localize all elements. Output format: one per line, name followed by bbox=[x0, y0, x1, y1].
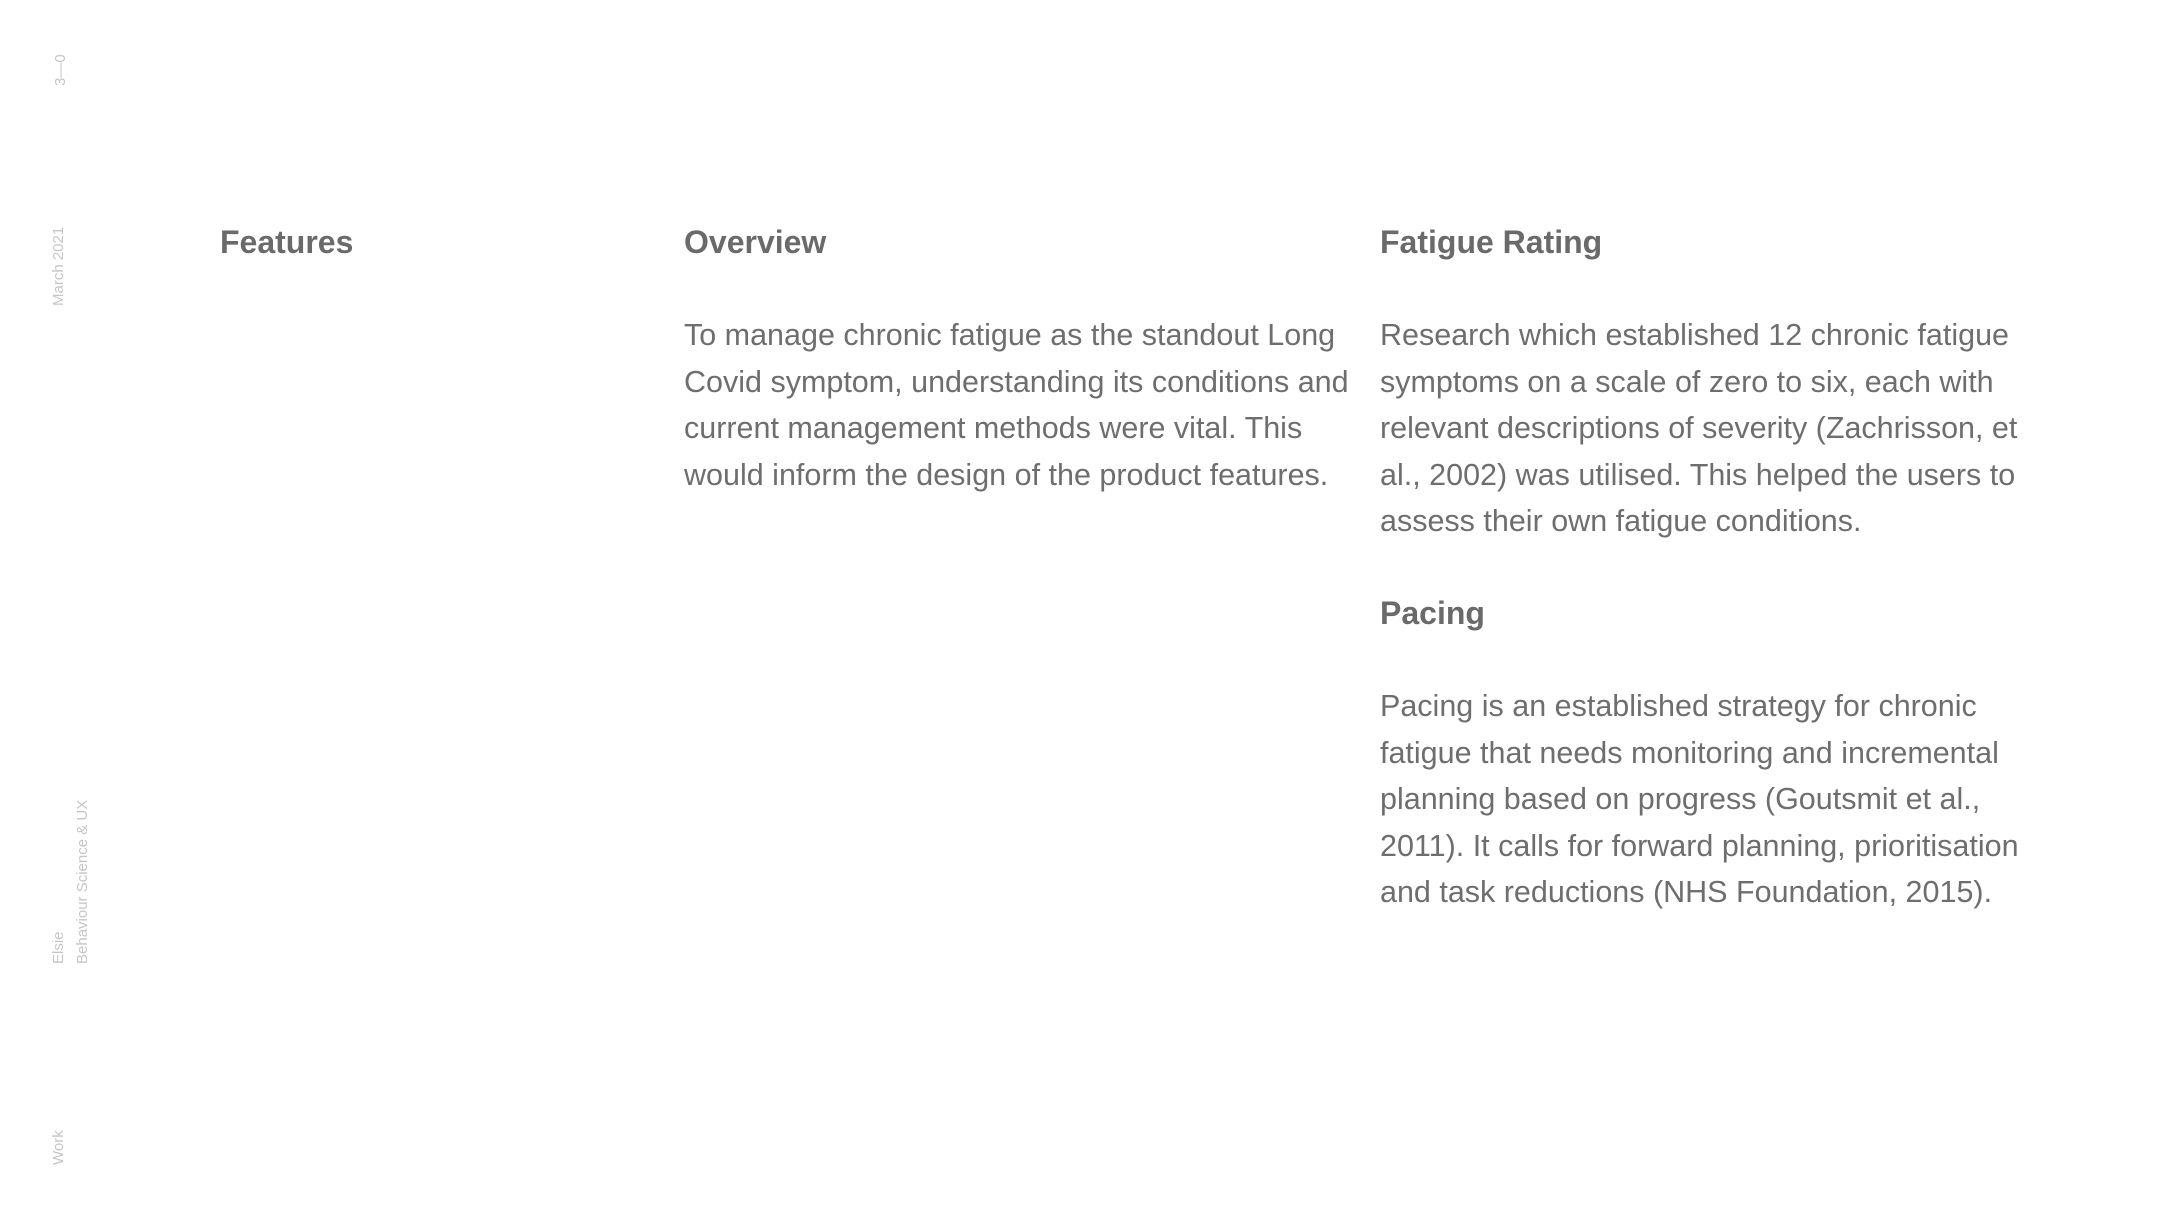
features-heading: Features bbox=[220, 224, 354, 260]
discipline-label: Behaviour Science & UX bbox=[74, 799, 91, 964]
overview-body: To manage chronic fatigue as the standout Long Covid symptom, understanding its conditions and current management methods were vital. This would inform the design of the product features. bbox=[684, 318, 1349, 492]
page-number: 3—0 bbox=[52, 54, 69, 86]
fatigue-rating-body: Research which established 12 chronic fatigue symptoms on a scale of zero to six, each with relevant descriptions of severity (Zachrisson, et al., 2002) was utilised. This helped the users to assess their own fatigue conditions. bbox=[1380, 318, 2018, 538]
pacing-heading: Pacing bbox=[1380, 595, 1485, 631]
fatigue-rating-heading: Fatigue Rating bbox=[1380, 224, 1603, 260]
overview-heading: Overview bbox=[684, 224, 827, 260]
pacing-body: Pacing is an established strategy for chronic fatigue that needs monitoring and incremental planning based on progress (Goutsmit et al., 2011). It calls for forward planning, prioritisation and task reductions (NHS Foundation, 2015). bbox=[1380, 689, 2019, 909]
author-label: Elsie bbox=[50, 931, 67, 964]
section-label: Work bbox=[50, 1130, 67, 1165]
date-label: March 2021 bbox=[50, 226, 67, 306]
